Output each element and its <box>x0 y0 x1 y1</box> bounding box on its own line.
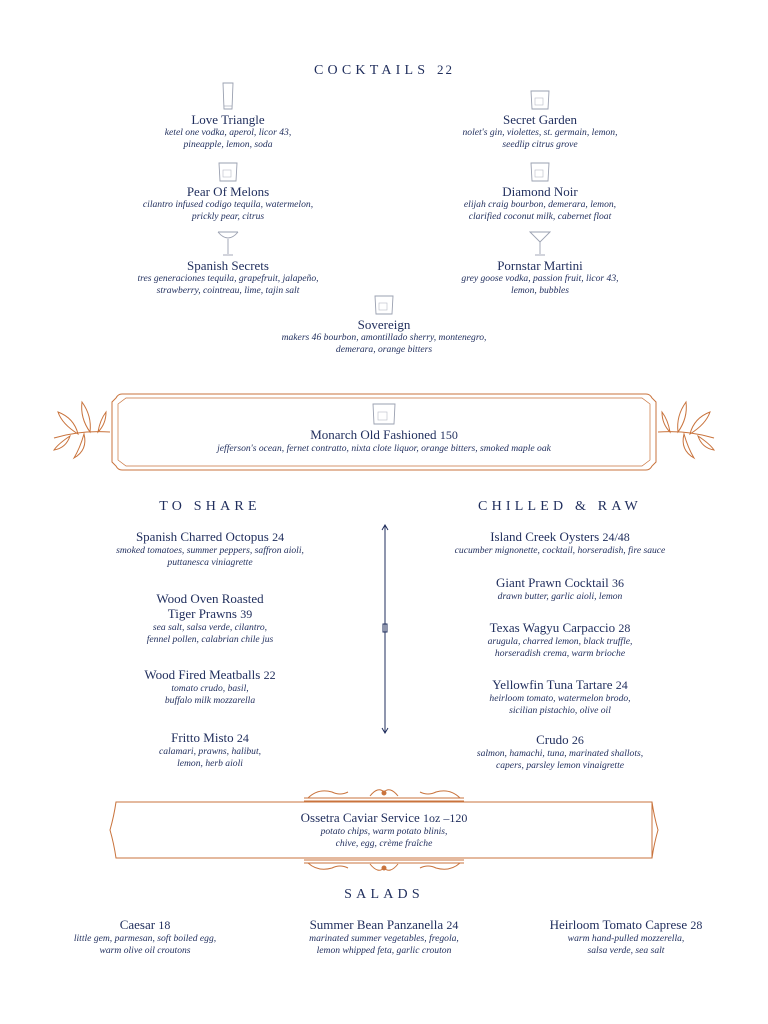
cocktail-name: Secret Garden <box>503 112 577 127</box>
cocktail-name: Love Triangle <box>191 112 265 127</box>
rocks-glass-icon <box>374 295 394 315</box>
ornament-bottom-icon <box>304 860 464 870</box>
dish-desc: salsa verde, sea salt <box>587 945 665 956</box>
dish-name: Ossetra Caviar Service <box>300 810 420 825</box>
dish-price: 24 <box>615 678 628 692</box>
cocktail-item <box>234 295 534 356</box>
dish-desc: puttanesca viniagrette <box>167 557 253 568</box>
share-item <box>90 730 330 770</box>
cocktail-desc: nolet's gin, violettes, st. germain, lemon, <box>462 127 618 138</box>
cocktail-desc: prickly pear, citrus <box>191 211 265 222</box>
cocktail-desc: cilantro infused codigo tequila, watermelon, <box>142 199 314 210</box>
raw-item <box>410 732 710 772</box>
cocktail-name: Sovereign <box>357 317 411 332</box>
dish-name: Wood Oven Roasted <box>156 591 264 606</box>
dish-name: Heirloom Tomato Caprese <box>549 917 688 932</box>
cocktail-item <box>128 82 328 151</box>
dish-desc: warm olive oil croutons <box>99 945 191 956</box>
dish-desc: fennel pollen, calabrian chile jus <box>146 634 274 645</box>
share-item <box>90 529 330 569</box>
dish-desc: capers, parsley lemon vinaigrette <box>495 760 625 771</box>
dish-name: Summer Bean Panzanella <box>309 917 444 932</box>
dish-name: Fritto Misto <box>171 730 234 745</box>
dish-price: 24/48 <box>602 530 630 544</box>
cocktail-desc: strawberry, cointreau, lime, tajin salt <box>156 285 300 296</box>
dish-desc: warm hand-pulled mozzerella, <box>567 933 685 944</box>
cocktail-desc: seedlip citrus grove <box>502 139 578 150</box>
dish-desc: arugula, charred lemon, black truffle, <box>487 636 633 647</box>
cocktail-desc: makers 46 bourbon, amontillado sherry, montenegro, <box>281 332 487 343</box>
dish-desc: sicilian pistachio, olive oil <box>509 705 611 716</box>
dish-name: Caesar <box>119 917 156 932</box>
cocktail-name: Pear Of Melons <box>186 184 270 199</box>
cocktail-desc: grey goose vodka, passion fruit, licor 43, <box>461 273 619 284</box>
dish-desc: potato chips, warm potato blinis, <box>320 826 448 837</box>
cocktail-desc: ketel one vodka, aperol, licor 43, <box>164 127 292 138</box>
coupe-glass-icon <box>217 230 239 256</box>
dish-desc: cucumber mignonette, cocktail, horseradish, fire sauce <box>454 545 666 556</box>
dish-desc: tomato crudo, basil, <box>171 683 249 694</box>
cocktail-item <box>440 162 640 223</box>
dish-name: Texas Wagyu Carpaccio <box>489 620 616 635</box>
dish-name: Tiger Prawns <box>167 606 237 621</box>
dish-price: 22 <box>263 668 276 682</box>
salad-item <box>30 917 260 957</box>
dish-desc: smoked tomatoes, summer peppers, saffron aioli, <box>116 545 304 556</box>
rocks-glass-icon <box>530 162 550 182</box>
rocks-glass-icon <box>530 90 550 110</box>
dish-desc: lemon, herb aioli <box>177 758 243 769</box>
raw-item <box>410 575 710 603</box>
rocks-glass-icon <box>372 403 396 425</box>
dish-price: 24 <box>272 530 285 544</box>
cocktail-desc: lemon, bubbles <box>510 285 570 296</box>
dish-price: 1oz –120 <box>423 811 468 825</box>
cocktail-desc: clarified coconut milk, cabernet float <box>468 211 612 222</box>
dish-desc: marinated summer vegetables, fregola, <box>309 933 459 944</box>
cocktails-price: 22 <box>436 62 454 77</box>
chilled-raw-title: CHILLED & RAW <box>478 499 642 514</box>
dish-desc: salmon, hamachi, tuna, marinated shallots, <box>476 748 644 759</box>
cocktail-item <box>128 162 328 223</box>
cocktail-desc: demerara, orange bitters <box>335 344 433 355</box>
ornament-top-icon <box>304 790 464 801</box>
salad-item <box>268 917 500 957</box>
laurel-right-icon <box>658 402 714 458</box>
raw-item <box>410 529 710 557</box>
share-item <box>90 591 330 646</box>
cocktail-desc: elijah craig bourbon, demerara, lemon, <box>463 199 617 210</box>
monarch-name: Monarch Old Fashioned <box>310 427 437 442</box>
dish-desc: horseradish crema, warm brioche <box>494 648 626 659</box>
monarch-item <box>134 403 634 455</box>
dish-desc: sea salt, salsa verde, cilantro, <box>152 622 268 633</box>
dish-price: 36 <box>611 576 624 590</box>
dish-desc: chive, egg, crème fraîche <box>335 838 433 849</box>
highball-glass-icon <box>221 82 235 110</box>
dish-price: 39 <box>240 607 253 621</box>
martini-glass-icon <box>529 230 551 256</box>
raw-item <box>410 620 710 660</box>
dish-price: 24 <box>236 731 249 745</box>
dish-name: Island Creek Oysters <box>490 529 600 544</box>
caviar-item <box>184 810 584 850</box>
dish-price: 26 <box>571 733 584 747</box>
cocktail-desc: tres generaciones tequila, grapefruit, jalapeño, <box>137 273 319 284</box>
dish-desc: drawn butter, garlic aioli, lemon <box>497 591 623 602</box>
salads-title: SALADS <box>344 887 424 902</box>
dish-name: Crudo <box>536 732 569 747</box>
dish-name: Yellowfin Tuna Tartare <box>492 677 613 692</box>
cocktails-heading <box>0 62 768 79</box>
dish-desc: heirloom tomato, watermelon brodo, <box>489 693 631 704</box>
dish-desc: lemon whipped feta, garlic crouton <box>316 945 452 956</box>
cocktail-name: Spanish Secrets <box>187 258 269 273</box>
dish-price: 24 <box>446 918 459 932</box>
cocktail-item <box>440 90 640 151</box>
laurel-left-icon <box>54 402 110 458</box>
salad-item <box>508 917 744 957</box>
monarch-desc: jefferson's ocean, fernet contratto, nixta clote liquor, orange bitters, smoked maple oak <box>217 443 551 454</box>
cocktail-desc: pineapple, lemon, soda <box>183 139 273 150</box>
dish-name: Giant Prawn Cocktail <box>496 575 609 590</box>
dish-desc: little gem, parmesan, soft boiled egg, <box>73 933 217 944</box>
dish-price: 28 <box>690 918 703 932</box>
to-share-title: TO SHARE <box>159 499 261 514</box>
rocks-glass-icon <box>218 162 238 182</box>
monarch-price: 150 <box>439 428 458 442</box>
dish-desc: buffalo milk mozzarella <box>164 695 256 706</box>
cocktail-item <box>430 230 650 297</box>
cocktails-title: COCKTAILS <box>314 63 430 78</box>
dish-name: Wood Fired Meatballs <box>144 667 261 682</box>
share-item <box>90 667 330 707</box>
dish-desc: calamari, prawns, halibut, <box>158 746 262 757</box>
dish-price: 28 <box>618 621 631 635</box>
column-divider <box>378 524 392 734</box>
cocktail-name: Diamond Noir <box>502 184 578 199</box>
dish-price: 18 <box>158 918 171 932</box>
cocktail-item <box>118 230 338 297</box>
raw-item <box>410 677 710 717</box>
cocktail-name: Pornstar Martini <box>497 258 583 273</box>
dish-name: Spanish Charred Octopus <box>135 529 269 544</box>
